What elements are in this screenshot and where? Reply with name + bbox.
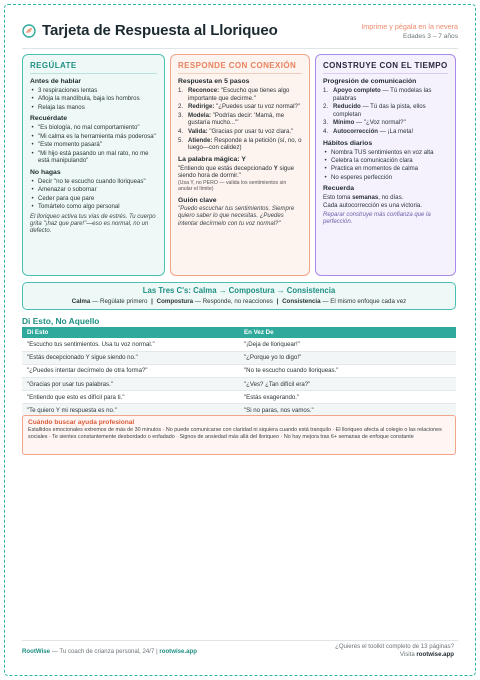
connect-heading: RESPONDE CON CONEXIÓN [178,61,302,74]
list-item: • Ceder para que pare [30,195,157,203]
remember-heading: Recuerda [323,185,354,193]
footer-divider [22,640,458,641]
professional-help-heading: Cuándo buscar ayuda profesional [28,419,135,426]
connect-column [170,54,310,276]
key-script-heading: Guión clave [178,196,217,204]
say-this-heading: Di Esto, No Aquello [22,316,100,326]
dont-list [30,178,157,211]
table-cell: "Estás decepcionado Y sigue siendo no." [22,351,239,364]
list-item: • "Mi calma es la herramienta más poderosa" [30,133,157,141]
progression-list [323,87,448,136]
table-cell: "¡Deja de lloriquear!" [239,338,456,351]
dont-heading: No hagas [30,168,61,176]
step-item: 3. Mínimo — "¿Voz normal?" [323,119,406,127]
build-heading: CONSTRUYE CON EL TIEMPO [323,61,448,74]
professional-help-text: Estallidos emocionales extremos de más de 30 minutos · No puede comunicarse con claridad ni siquiera cuando está tranquilo · El lloriqueo afecta al colegio o las relaciones sociales · Te sientes constantemente desbordado o enfadado · Signos de ansiedad más allá del lloriqueo · No hay mejora tras 6+ semanas de enfoque constante [28,427,442,441]
magic-word-note: (Usa Y, no PERO — valida los sentimientos sin anular el límite) [178,179,287,193]
remind-yourself-heading: Recuérdate [30,115,68,123]
table-row [22,351,456,364]
professional-help-box [22,415,456,455]
list-item: • Afloja la mandíbula, baja los hombros [30,95,157,103]
table-cell: "¿Porque yo lo digo!" [239,351,456,364]
list-item: • Celebra la comunicación clara [323,157,448,165]
table-row [22,391,456,404]
table-cell: "Entiendo que esto es difícil para ti." [22,391,239,404]
table-cell: "Si no paras, nos vamos." [239,404,456,417]
table-header-row [22,327,456,338]
remember-line-1: Esto toma semanas, no días. [323,194,404,202]
list-item: • Practica en momentos de calma [323,165,448,173]
three-cs-line: Calma — Regúlate primero | Compostura — Responde, no reacciones | Consistencia — El mismo enfoque cada vez [71,298,407,305]
list-item: • Decir "no te escucho cuando lloriqueas" [30,178,157,186]
brand-name: RootWise [22,648,51,655]
regulate-heading: REGÚLATE [30,61,157,74]
remember-line-2: Cada autocorrección es una victoria. [323,201,422,209]
progression-heading: Progresión de comunicación [323,78,417,85]
logo-icon [22,24,36,38]
magic-word-heading: La palabra mágica: Y [178,155,246,163]
three-cs-box [22,282,456,310]
table-cell: "Escucho tus sentimientos. Usa tu voz normal." [22,338,239,351]
list-item: • Nombra TUS sentimientos en voz alta [323,149,448,157]
regulate-column [22,54,165,276]
table-row [22,378,456,391]
step-item: 4. Valida: "Gracias por usar tu voz clara." [178,127,294,135]
table-cell: "Te quiero Y mi respuesta es no." [22,404,239,417]
list-item: • "Es biología, no mal comportamiento" [30,124,157,132]
five-steps-list [178,87,302,152]
header [22,22,458,50]
column-header: En Vez De [239,327,456,338]
table-cell: "Estás exagerando." [239,391,456,404]
table-cell: "No te escucho cuando lloriqueas." [239,364,456,377]
step-item: 2. Redirige: "¿Puedes usar tu voz normal?" [178,103,301,111]
header-divider [22,48,458,49]
visit-link[interactable]: rootwise.app [416,651,454,658]
habits-heading: Hábitos diarios [323,139,373,147]
list-item: • "Este momento pasará" [30,141,157,149]
table-cell: "¿Ves? ¿Tan difícil era?" [239,378,456,391]
step-item: 1. Apoyo completo — Tú modelas las palabras [323,87,432,102]
step-item: 2. Reducido — Tú das la pista, ellos completan [323,103,426,118]
step-item: 4. Autocorrección — ¡La meta! [323,127,414,135]
table-row [22,364,456,377]
footer-brand: RootWise — Tu coach de crianza personal, 24/7 | rootwise.app [22,648,197,655]
table-row [22,338,456,351]
step-item: 3. Modela: "Podrías decir: 'Mamá, me gustaría mucho...'" [178,111,285,127]
stress-note: El lloriqueo activa tus vías de estrés. Tu cuerpo grita "¡haz que pare!"—eso es normal, no un defecto. [30,213,156,235]
remind-yourself-list [30,124,157,164]
print-note: Imprime y pégala en la nevera [361,22,458,31]
list-item: • No esperes perfección [323,174,448,182]
habits-list [323,149,448,182]
magic-word-example: "Entiendo que estás decepcionado Y sigue siendo hora de dormir." [178,164,295,180]
list-item: • 3 respiraciones lentas [30,87,157,95]
before-talking-list [30,87,157,111]
list-item: • Amenazar o sobornar [30,186,157,194]
before-talking-heading: Antes de hablar [30,78,81,85]
column-header: Di Esto [22,327,239,338]
visit-line: Visita rootwise.app [399,651,454,658]
key-script: "Puedo escuchar tus sentimientos. Siempre quiero saber lo que necesitas. ¿Puedes intentar decírmelo con tu voz normal?" [178,205,295,227]
list-item: • Tomártelo como algo personal [30,203,157,211]
age-range: Edades 3 – 7 años [403,33,458,40]
remember-note: Reparar construye más confianza que la perfección. [323,211,431,225]
list-item: • "Mi hijo está pasando un mal rato, no me está manipulando" [30,150,157,165]
list-item: • Relaja las manos [30,104,157,112]
five-steps-heading: Respuesta en 5 pasos [178,78,250,85]
footer-cta [335,643,454,659]
say-this-table [22,327,456,418]
table-cell: "Gracias por usar tus palabras." [22,378,239,391]
toolkit-offer: ¿Quieres el toolkit completo de 13 páginas? [335,643,454,650]
page-title: Tarjeta de Respuesta al Lloriqueo [42,22,278,39]
build-column [315,54,456,276]
table-cell: "¿Puedes intentar decírmelo de otra forma?" [22,364,239,377]
step-item: 1. Reconoce: "Escucho que tienes algo importante que decirme." [178,87,290,102]
footer-link[interactable]: rootwise.app [159,648,197,655]
step-item: 5. Atiende: Responde a la petición (sí, no, o luego—con calidez) [178,136,302,152]
three-cs-title: Las Tres C's: Calma → Compostura → Consistencia [142,286,336,295]
